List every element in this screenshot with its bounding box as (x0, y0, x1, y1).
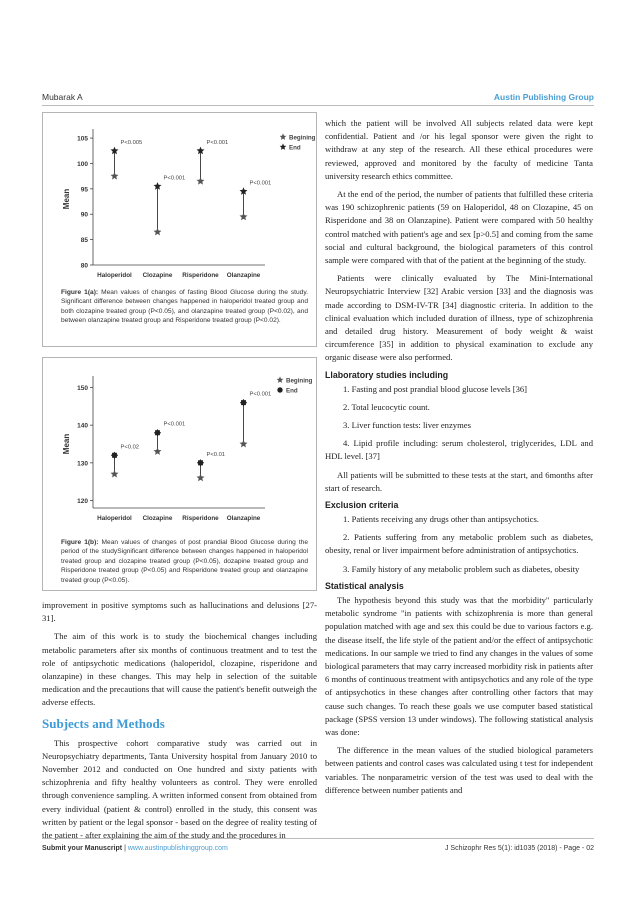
figure-1b-chart (43, 358, 318, 538)
legend-end-marker (280, 143, 287, 150)
figure-1a-caption-label: Figure 1(a): (61, 289, 99, 296)
p-value-label: P<0.005 (120, 139, 143, 146)
p-value-label: P<0.001 (249, 180, 272, 187)
p-value-label: P<0.001 (163, 421, 186, 428)
begin-point (240, 213, 248, 221)
y-axis-label: Mean (62, 188, 71, 210)
paragraph: This prospective cohort comparative study was carried out in Neuropsychiatry departments, Tanta University hospital from January 2010 to November 2012 and conducted on One hundred and sixty patients with schizophrenia and fifty healthy volunteers as control. They were enrolled through convenience sampling. A written informed consent from obtained from every individual (patient & control) enrolled in the study, this consent was written by patient or the legal sponsor - based on the degree of reality testing of the patient - after explaining the aim of the study and the procedures in (42, 737, 317, 841)
list-item: 2. Total leucocytic count. (343, 401, 430, 412)
figure-1a (42, 112, 317, 347)
subheading-exclusion: Exclusion criteria (325, 500, 399, 511)
y-tick-label: 90 (80, 211, 88, 219)
y-axis-label: Mean (62, 433, 71, 455)
begin-point (111, 172, 119, 180)
begin-point (154, 228, 162, 236)
begin-point (154, 447, 162, 455)
legend-end-marker (277, 387, 283, 393)
x-tick-label: Risperidone (182, 515, 219, 522)
paragraph: improvement in positive symptoms such as hallucinations and delusions [27-31]. (42, 600, 317, 624)
author-header: Mubarak A (42, 92, 83, 102)
end-point (197, 459, 204, 466)
list-item: 1. Fasting and post prandial blood glucose levels [36] (343, 383, 528, 394)
x-tick-label: Olanzapine (226, 515, 261, 522)
end-point (240, 399, 247, 406)
x-tick-label: Clozapine (142, 272, 173, 279)
paragraph: which the patient will be involved All subjects related data were kept confidential. Patient and /or his legal sponsor were given the right to withdraw at any step of the research. All these ethical procedures were reviewed, approved and monitored by the faculty of medicine Tanta university research ethics committee. (325, 118, 593, 181)
begin-point (197, 177, 205, 185)
end-point (111, 452, 118, 459)
legend-begin-label: Begining (289, 134, 316, 142)
subheading-statistics: Statistical analysis (325, 580, 404, 591)
p-value-label: P<0.01 (206, 451, 226, 458)
y-tick-label: 95 (80, 186, 88, 194)
publisher-header: Austin Publishing Group (493, 92, 594, 102)
x-tick-label: Clozapine (142, 515, 173, 522)
publisher-link[interactable]: www.austinpublishinggroup.com (127, 845, 228, 852)
end-point (154, 429, 161, 436)
list-item: 1. Patients receiving any drugs other than antipsychotics. (343, 514, 539, 525)
paragraph: The difference in the mean values of the studied biological parameters between patients and control cases was calculated using t test for independent variables. The nonparametric version of the test was used to deal with the difference between number patients and (325, 745, 593, 795)
x-tick-label: Olanzapine (226, 272, 261, 279)
y-tick-label: 100 (77, 160, 88, 168)
paragraph: All patients will be submitted to these tests at the start, and 6months after start of research. (325, 469, 593, 493)
legend-begin-marker (277, 376, 284, 383)
x-tick-label: Haloperidol (97, 272, 132, 279)
p-value-label: P<0.001 (249, 391, 272, 398)
begin-point (240, 440, 248, 448)
figure-1a-chart (43, 113, 318, 288)
y-tick-label: 120 (77, 497, 88, 505)
list-item: 4. Lipid profile including: serum cholesterol, triglycerides, LDL and HDL level. [37] (325, 438, 593, 462)
legend-begin-label: Begining (286, 377, 313, 385)
figure-1b-caption-text: Mean values of changes of post prandial Blood Glucose during the period of the studySignificant difference between changes happened in haloperidol treated group and clozapine treated group (P<0.05), dozapine treated group and Risperidone treated group (P<0.05) and Risperidone treated group and olanzapine treated group (P<0.05). (61, 539, 308, 584)
list-item: 3. Liver function tests: liver enzymes (343, 420, 471, 431)
right-column (325, 117, 593, 802)
p-value-label: P<0.001 (163, 175, 186, 182)
header-divider (42, 105, 594, 106)
paragraph: Patients were clinically evaluated by The Mini-International Neuropsychiatric Interview [32] Arabic version [33] and the diagnosis was made according to DSM-IV-TR [34] diagnostic criteria. In addition to the clinical evaluation which included duration of illness, type of schizophrenia and detailed drug history. Measurement of body weight & waist circumference [35] in addition to physical examination to exclude any organic disease were also performed. (325, 273, 593, 363)
subheading-lab: Llaboratory studies including (325, 369, 449, 380)
paragraph: The hypothesis beyond this study was that the morbidity" particularly metabolic syndrome "in patients with schizophrenia is more than general population matched with age and sex this could be due to various factors e.g. the disease itself, the life style of the patient and/or the effect of antipsychotic medications. In our sample we tried to find any changes in the values of some biological parameters that may carry increased morbidity risk in patients after 6 months of continuous treatment with antipsychotics and any role of the type of antipsychotics in these changes after controlling other factors that may cause such changes. To reach these goals we use computer based statistical package (SPSS version 13 under windows). The following statistical analysis was done: (325, 594, 593, 737)
legend-begin-marker (280, 133, 287, 140)
y-tick-label: 85 (80, 237, 88, 245)
paragraph: The aim of this work is to study the biochemical changes including metabolic parameters after six months of continuous treatment and to test the role of antipsychotic medications (haloperidol, clozapine, risperidone and olanzapine) in these changes. This may help in selection of the suitable medication and the precautions that will cause the patient's benefit outweigh the adverse effects. (42, 631, 317, 708)
figure-1a-caption (61, 288, 308, 326)
p-value-label: P<0.02 (120, 444, 140, 451)
section-title: Subjects and Methods (42, 715, 165, 731)
y-tick-label: 80 (80, 262, 88, 270)
y-tick-label: 130 (77, 460, 88, 468)
figure-1b-caption-label: Figure 1(b): (61, 539, 99, 546)
p-value-label: P<0.001 (206, 139, 229, 146)
y-tick-label: 150 (77, 385, 88, 393)
figure-1a-caption-text: Mean values of changes of fasting Blood Glucose during the study. Significant difference between changes happened in haloperidol treated group and both clozapine treated group (P<0.05), and olanzapine treated group (P<0.02), and between olanzapine treated group and Risperidone treated group (P<0.02). (61, 289, 308, 325)
y-tick-label: 140 (77, 422, 88, 430)
figure-1b-caption (61, 538, 308, 585)
list-item: 2. Patients suffering from any metabolic problem such as diabetes, obesity, renal or liver impairment before administration of antipsychotics. (325, 532, 593, 556)
paragraph: At the end of the period, the number of patients that fulfilled these criteria was 190 schizophrenic patients (59 on Haloperidol, 48 on Clozapine, 45 on Risperidone and 38 on Olanzapine). Patient were compared with 50 healthy control matched with patient's age and sex [p>0.5] and coming from the same social and cultural background, the biological parameters of this control sample were compared with that of the patient at the beginning of the study. (325, 189, 593, 266)
footer-submit (42, 845, 228, 852)
footer-divider (42, 838, 594, 839)
legend-end-label: End (289, 144, 301, 152)
legend-end-label: End (286, 387, 298, 395)
list-item: 3. Family history of any metabolic problem such as diabetes, obesity (343, 563, 580, 574)
begin-point (197, 474, 205, 482)
left-column (42, 112, 317, 847)
footer-separator: | (124, 845, 126, 852)
x-tick-label: Risperidone (182, 272, 219, 279)
submit-label: Submit your Manuscript (42, 845, 123, 852)
figure-1b (42, 357, 317, 591)
footer-citation: J Schizophr Res 5(1): id1035 (2018) - Page - 02 (444, 845, 594, 852)
begin-point (111, 470, 119, 478)
x-tick-label: Haloperidol (97, 515, 132, 522)
y-tick-label: 105 (77, 135, 88, 143)
